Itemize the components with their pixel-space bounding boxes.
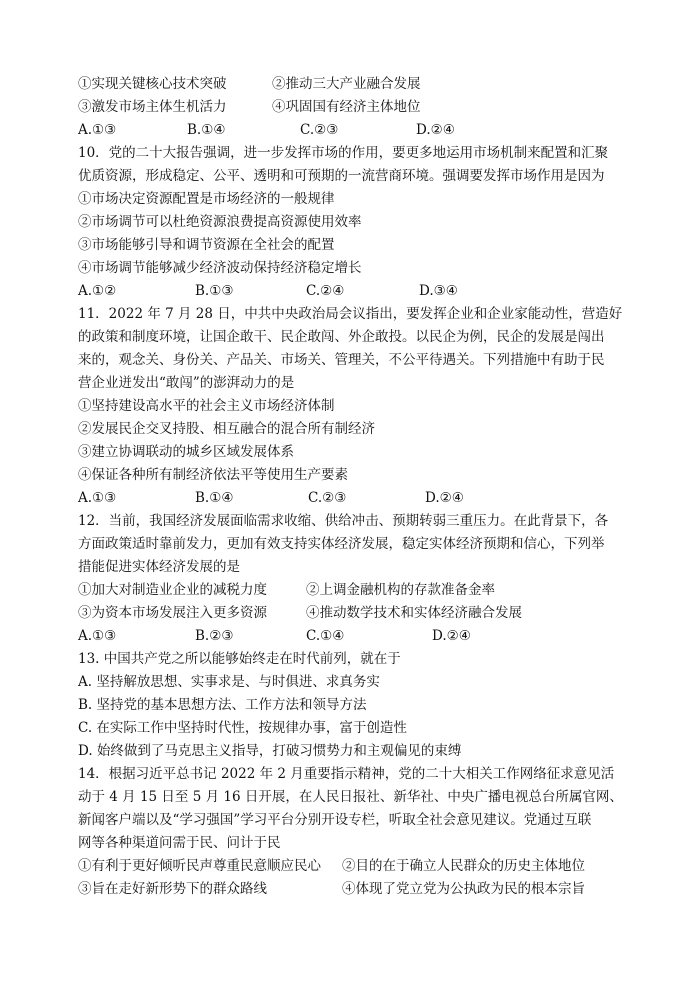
statement: ②市场调节可以杜绝资源浪费提高资源使用效率 bbox=[78, 214, 362, 230]
statement: ①加大对制造业企业的减税力度 bbox=[78, 582, 267, 598]
option: B.②③ bbox=[195, 628, 234, 644]
question-14-text: 新闻客户端以及“学习强国”学习平台分别开设专栏，听取全社会意见建议。党通过互联 bbox=[78, 812, 592, 828]
statement: ④巩固国有经济主体地位 bbox=[272, 99, 421, 115]
option: C.②③ bbox=[300, 122, 339, 138]
question-12-text: 措能促进实体经济发展的是 bbox=[78, 559, 240, 575]
question-11-text: 的政策和制度环境，让国企敢干、民企敢闯、外企敢投。以民企为例，民企的发展是闯出 bbox=[78, 329, 605, 345]
statement: ①坚持建设高水平的社会主义市场经济体制 bbox=[78, 398, 335, 414]
statement: ③激发市场主体生机活力 bbox=[78, 99, 227, 115]
question-13-text: 13. 中国共产党之所以能够始终走在时代前列，就在于 bbox=[78, 651, 401, 667]
statement: ④保证各种所有制经济依法平等使用生产要素 bbox=[78, 467, 348, 483]
question-12-text: 方面政策适时靠前发力，更加有效支持实体经济发展，稳定实体经济预期和信心，下列举 bbox=[78, 536, 605, 552]
option: D.②④ bbox=[425, 490, 464, 506]
option: A.①③ bbox=[78, 122, 117, 138]
option: C.②③ bbox=[308, 490, 347, 506]
option: B.①③ bbox=[195, 283, 234, 299]
question-10-text: 优质资源，形成稳定、公平、透明和可预期的一流营商环境。强调要发挥市场作用是因为 bbox=[78, 168, 605, 184]
question-11-text: 来的，观念关、身份关、产品关、市场关、管理关，不公平待遇关。下列措施中有助于民 bbox=[78, 352, 605, 368]
option: B.①④ bbox=[187, 122, 226, 138]
option: A.①③ bbox=[78, 490, 117, 506]
option: D.②④ bbox=[416, 122, 455, 138]
option: C.②④ bbox=[306, 283, 345, 299]
question-11-text: 营企业迸发出“敢闯”的澎湃动力的是 bbox=[78, 375, 295, 391]
option: A.①③ bbox=[78, 628, 117, 644]
question-14-text: 动于 4 月 15 日至 5 月 16 日开展，在人民日报社、新华社、中央广播电视总台所属官网、 bbox=[78, 789, 623, 805]
question-11-text: 11．2022 年 7 月 28 日，中共中央政治局会议指出，要发挥企业和企业家能动性，营造好 bbox=[78, 306, 623, 322]
statement: ④推动数学技术和实体经济融合发展 bbox=[306, 605, 522, 621]
option: A. 坚持解放思想、实事求是、与时俱进、求真务实 bbox=[78, 674, 380, 690]
statement: ②上调金融机构的存款准备金率 bbox=[306, 582, 495, 598]
statement: ②发展民企交叉持股、相互融合的混合所有制经济 bbox=[78, 421, 375, 437]
option: D. 始终做到了马克思主义指导，打破习惯势力和主观偏见的束缚 bbox=[78, 743, 462, 759]
statement: ④市场调节能够减少经济波动保持经济稳定增长 bbox=[78, 260, 362, 276]
option: B. 坚持党的基本思想方法、工作方法和领导方法 bbox=[78, 697, 367, 713]
option: B.①④ bbox=[195, 490, 234, 506]
question-12-text: 12．当前，我国经济发展面临需求收缩、供给冲击、预期转弱三重压力。在此背景下，各 bbox=[78, 513, 609, 529]
option: C.①④ bbox=[306, 628, 345, 644]
statement: ①市场决定资源配置是市场经济的一般规律 bbox=[78, 191, 335, 207]
statement: ③建立协调联动的城乡区域发展体系 bbox=[78, 444, 294, 460]
option: D.③④ bbox=[419, 283, 458, 299]
statement: ③市场能够引导和调节资源在全社会的配置 bbox=[78, 237, 335, 253]
option: A.①② bbox=[78, 283, 117, 299]
statement: ③为资本市场发展注入更多资源 bbox=[78, 605, 267, 621]
option: C. 在实际工作中坚持时代性，按规律办事，富于创造性 bbox=[78, 720, 407, 736]
statement: ①有利于更好倾听民声尊重民意顺应民心 bbox=[78, 858, 321, 874]
statement: ②推动三大产业融合发展 bbox=[272, 76, 421, 92]
question-10-text: 10．党的二十大报告强调，进一步发挥市场的作用，要更多地运用市场机制来配置和汇聚 bbox=[78, 145, 609, 161]
option: D.②④ bbox=[432, 628, 471, 644]
statement: ①实现关键核心技术突破 bbox=[78, 76, 227, 92]
statement: ③旨在走好新形势下的群众路线 bbox=[78, 881, 267, 897]
statement: ②目的在于确立人民群众的历史主体地位 bbox=[342, 858, 585, 874]
statement: ④体现了党立党为公执政为民的根本宗旨 bbox=[342, 881, 585, 897]
question-14-text: 14．根据习近平总书记 2022 年 2 月重要指示精神，党的二十大相关工作网络征求意见活 bbox=[78, 766, 615, 782]
question-14-text: 网等各种渠道问需于民、问计于民 bbox=[78, 835, 281, 851]
